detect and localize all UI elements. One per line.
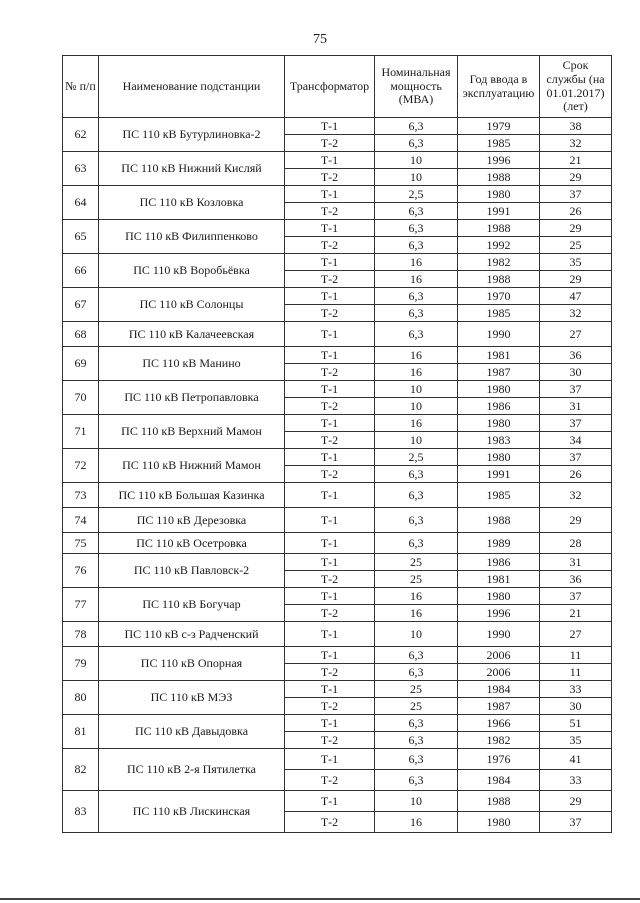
- table-row: [63, 220, 612, 237]
- row-number: 64: [63, 186, 99, 220]
- year-cell: 1992: [458, 237, 540, 254]
- row-number: 65: [63, 220, 99, 254]
- life-cell: 32: [540, 483, 612, 508]
- substation-name: ПС 110 кВ Давыдовка: [99, 715, 285, 749]
- substation-name: ПС 110 кВ 2-я Пятилетка: [99, 749, 285, 791]
- life-cell: 28: [540, 533, 612, 554]
- power-cell: 6,3: [375, 647, 458, 664]
- life-cell: 37: [540, 449, 612, 466]
- power-cell: 10: [375, 791, 458, 812]
- year-cell: 1980: [458, 812, 540, 833]
- substation-name: ПС 110 кВ Лискинская: [99, 791, 285, 833]
- substation-name: ПС 110 кВ Бутурлиновка-2: [99, 118, 285, 152]
- substation-name: ПС 110 кВ Большая Казинка: [99, 483, 285, 508]
- life-cell: 37: [540, 588, 612, 605]
- table-row: [63, 715, 612, 732]
- year-cell: 2006: [458, 647, 540, 664]
- life-cell: 36: [540, 347, 612, 364]
- power-cell: 10: [375, 432, 458, 449]
- power-cell: 10: [375, 381, 458, 398]
- substation-name: ПС 110 кВ Филиппенково: [99, 220, 285, 254]
- life-cell: 26: [540, 466, 612, 483]
- row-number: 62: [63, 118, 99, 152]
- row-number: 70: [63, 381, 99, 415]
- year-cell: 1990: [458, 622, 540, 647]
- power-cell: 6,3: [375, 118, 458, 135]
- transformer-cell: Т-1: [285, 749, 375, 770]
- transformer-cell: Т-1: [285, 647, 375, 664]
- year-cell: 1985: [458, 483, 540, 508]
- transformer-cell: Т-2: [285, 664, 375, 681]
- transformer-cell: Т-1: [285, 288, 375, 305]
- year-cell: 1985: [458, 305, 540, 322]
- life-cell: 29: [540, 791, 612, 812]
- life-cell: 34: [540, 432, 612, 449]
- power-cell: 25: [375, 698, 458, 715]
- power-cell: 6,3: [375, 483, 458, 508]
- transformer-cell: Т-2: [285, 398, 375, 415]
- transformer-cell: Т-2: [285, 135, 375, 152]
- row-number: 69: [63, 347, 99, 381]
- year-cell: 2006: [458, 664, 540, 681]
- transformer-cell: Т-2: [285, 732, 375, 749]
- page-number: 75: [313, 32, 327, 47]
- power-cell: 10: [375, 398, 458, 415]
- power-cell: 6,3: [375, 135, 458, 152]
- substation-name: ПС 110 кВ Воробьёвка: [99, 254, 285, 288]
- year-cell: 1984: [458, 770, 540, 791]
- table-row: [63, 588, 612, 605]
- power-cell: 6,3: [375, 237, 458, 254]
- life-cell: 11: [540, 647, 612, 664]
- transformer-cell: Т-1: [285, 254, 375, 271]
- header-name: Наименование подстанции: [99, 56, 285, 118]
- table-row: [63, 622, 612, 647]
- substation-name: ПС 110 кВ с-з Радченский: [99, 622, 285, 647]
- header-power: Номинальная мощность (МВА): [375, 56, 458, 118]
- life-cell: 38: [540, 118, 612, 135]
- power-cell: 16: [375, 415, 458, 432]
- substation-name: ПС 110 кВ Козловка: [99, 186, 285, 220]
- power-cell: 6,3: [375, 466, 458, 483]
- power-cell: 16: [375, 364, 458, 381]
- life-cell: 21: [540, 152, 612, 169]
- table-row: [63, 554, 612, 571]
- table-row: [63, 791, 612, 812]
- year-cell: 1982: [458, 732, 540, 749]
- row-number: 81: [63, 715, 99, 749]
- year-cell: 1981: [458, 347, 540, 364]
- substation-name: ПС 110 кВ Манино: [99, 347, 285, 381]
- transformer-cell: Т-2: [285, 698, 375, 715]
- table-row: [63, 647, 612, 664]
- life-cell: 26: [540, 203, 612, 220]
- year-cell: 1987: [458, 698, 540, 715]
- life-cell: 51: [540, 715, 612, 732]
- power-cell: 16: [375, 605, 458, 622]
- year-cell: 1996: [458, 605, 540, 622]
- life-cell: 25: [540, 237, 612, 254]
- life-cell: 41: [540, 749, 612, 770]
- table-row: [63, 749, 612, 770]
- transformer-cell: Т-2: [285, 770, 375, 791]
- power-cell: 16: [375, 271, 458, 288]
- power-cell: 6,3: [375, 533, 458, 554]
- header-life: Срок службы (на 01.01.2017) (лет): [540, 56, 612, 118]
- table-row: [63, 533, 612, 554]
- transformer-cell: Т-2: [285, 203, 375, 220]
- year-cell: 1980: [458, 588, 540, 605]
- table-row: [63, 288, 612, 305]
- year-cell: 1987: [458, 364, 540, 381]
- life-cell: 27: [540, 322, 612, 347]
- life-cell: 31: [540, 554, 612, 571]
- table-row: [63, 254, 612, 271]
- row-number: 72: [63, 449, 99, 483]
- row-number: 73: [63, 483, 99, 508]
- table-row: [63, 347, 612, 364]
- life-cell: 31: [540, 398, 612, 415]
- year-cell: 1989: [458, 533, 540, 554]
- row-number: 78: [63, 622, 99, 647]
- row-number: 82: [63, 749, 99, 791]
- power-cell: 2,5: [375, 449, 458, 466]
- table-row: [63, 118, 612, 135]
- transformer-cell: Т-2: [285, 271, 375, 288]
- transformer-cell: Т-1: [285, 533, 375, 554]
- header-transformer: Трансформатор: [285, 56, 375, 118]
- row-number: 83: [63, 791, 99, 833]
- year-cell: 1980: [458, 186, 540, 203]
- life-cell: 33: [540, 681, 612, 698]
- year-cell: 1980: [458, 415, 540, 432]
- substation-name: ПС 110 кВ Богучар: [99, 588, 285, 622]
- bottom-edge-line: [0, 898, 640, 900]
- life-cell: 29: [540, 169, 612, 186]
- power-cell: 16: [375, 812, 458, 833]
- power-cell: 10: [375, 152, 458, 169]
- substation-name: ПС 110 кВ Дерезовка: [99, 508, 285, 533]
- transformer-cell: Т-2: [285, 169, 375, 186]
- table-header-row: [63, 56, 612, 118]
- row-number: 67: [63, 288, 99, 322]
- year-cell: 1980: [458, 449, 540, 466]
- life-cell: 30: [540, 698, 612, 715]
- transformer-cell: Т-1: [285, 508, 375, 533]
- substation-name: ПС 110 кВ Нижний Кисляй: [99, 152, 285, 186]
- table-row: [63, 415, 612, 432]
- year-cell: 1996: [458, 152, 540, 169]
- transformer-cell: Т-1: [285, 554, 375, 571]
- substation-name: ПС 110 кВ Павловск-2: [99, 554, 285, 588]
- transformer-cell: Т-2: [285, 812, 375, 833]
- power-cell: 25: [375, 681, 458, 698]
- power-cell: 6,3: [375, 508, 458, 533]
- header-num: № п/п: [63, 56, 99, 118]
- life-cell: 35: [540, 732, 612, 749]
- year-cell: 1986: [458, 398, 540, 415]
- year-cell: 1980: [458, 381, 540, 398]
- year-cell: 1984: [458, 681, 540, 698]
- power-cell: 10: [375, 169, 458, 186]
- transformer-cell: Т-1: [285, 152, 375, 169]
- row-number: 79: [63, 647, 99, 681]
- year-cell: 1988: [458, 220, 540, 237]
- life-cell: 11: [540, 664, 612, 681]
- power-cell: 6,3: [375, 749, 458, 770]
- table-row: [63, 322, 612, 347]
- table-body: [63, 118, 612, 833]
- transformer-cell: Т-2: [285, 605, 375, 622]
- life-cell: 37: [540, 812, 612, 833]
- power-cell: 6,3: [375, 220, 458, 237]
- transformer-cell: Т-1: [285, 791, 375, 812]
- life-cell: 35: [540, 254, 612, 271]
- transformer-cell: Т-1: [285, 347, 375, 364]
- table-row: [63, 508, 612, 533]
- table-row: [63, 152, 612, 169]
- power-cell: 6,3: [375, 203, 458, 220]
- power-cell: 6,3: [375, 288, 458, 305]
- substation-name: ПС 110 кВ Калачеевская: [99, 322, 285, 347]
- life-cell: 37: [540, 415, 612, 432]
- power-cell: 6,3: [375, 322, 458, 347]
- transformer-cell: Т-2: [285, 466, 375, 483]
- year-cell: 1988: [458, 271, 540, 288]
- power-cell: 25: [375, 571, 458, 588]
- year-cell: 1988: [458, 508, 540, 533]
- life-cell: 29: [540, 220, 612, 237]
- table-row: [63, 381, 612, 398]
- year-cell: 1979: [458, 118, 540, 135]
- transformer-cell: Т-1: [285, 415, 375, 432]
- row-number: 66: [63, 254, 99, 288]
- power-cell: 10: [375, 622, 458, 647]
- substation-name: ПС 110 кВ Солонцы: [99, 288, 285, 322]
- year-cell: 1991: [458, 203, 540, 220]
- transformer-cell: Т-1: [285, 322, 375, 347]
- transformer-cell: Т-1: [285, 588, 375, 605]
- power-cell: 16: [375, 254, 458, 271]
- year-cell: 1986: [458, 554, 540, 571]
- power-cell: 6,3: [375, 732, 458, 749]
- substation-table: [62, 55, 612, 833]
- life-cell: 29: [540, 508, 612, 533]
- row-number: 71: [63, 415, 99, 449]
- power-cell: 25: [375, 554, 458, 571]
- life-cell: 37: [540, 186, 612, 203]
- life-cell: 32: [540, 305, 612, 322]
- substation-name: ПС 110 кВ Верхний Мамон: [99, 415, 285, 449]
- year-cell: 1991: [458, 466, 540, 483]
- life-cell: 37: [540, 381, 612, 398]
- transformer-cell: Т-1: [285, 622, 375, 647]
- year-cell: 1988: [458, 791, 540, 812]
- life-cell: 47: [540, 288, 612, 305]
- row-number: 76: [63, 554, 99, 588]
- row-number: 74: [63, 508, 99, 533]
- year-cell: 1976: [458, 749, 540, 770]
- year-cell: 1970: [458, 288, 540, 305]
- transformer-cell: Т-1: [285, 681, 375, 698]
- transformer-cell: Т-2: [285, 432, 375, 449]
- substation-name: ПС 110 кВ Петропавловка: [99, 381, 285, 415]
- row-number: 75: [63, 533, 99, 554]
- transformer-cell: Т-1: [285, 186, 375, 203]
- substation-name: ПС 110 кВ Осетровка: [99, 533, 285, 554]
- life-cell: 29: [540, 271, 612, 288]
- row-number: 63: [63, 152, 99, 186]
- transformer-cell: Т-2: [285, 237, 375, 254]
- life-cell: 27: [540, 622, 612, 647]
- power-cell: 16: [375, 347, 458, 364]
- substation-name: ПС 110 кВ Нижний Мамон: [99, 449, 285, 483]
- table-row: [63, 449, 612, 466]
- life-cell: 32: [540, 135, 612, 152]
- table-row: [63, 483, 612, 508]
- year-cell: 1988: [458, 169, 540, 186]
- year-cell: 1981: [458, 571, 540, 588]
- power-cell: 6,3: [375, 664, 458, 681]
- transformer-cell: Т-1: [285, 220, 375, 237]
- table-row: [63, 186, 612, 203]
- table-row: [63, 681, 612, 698]
- year-cell: 1990: [458, 322, 540, 347]
- life-cell: 36: [540, 571, 612, 588]
- row-number: 77: [63, 588, 99, 622]
- substation-name: ПС 110 кВ МЭЗ: [99, 681, 285, 715]
- transformer-cell: Т-1: [285, 381, 375, 398]
- transformer-cell: Т-2: [285, 571, 375, 588]
- transformer-cell: Т-1: [285, 483, 375, 508]
- year-cell: 1966: [458, 715, 540, 732]
- transformer-cell: Т-2: [285, 364, 375, 381]
- power-cell: 2,5: [375, 186, 458, 203]
- header-year: Год ввода в эксплуатацию: [458, 56, 540, 118]
- transformer-cell: Т-1: [285, 449, 375, 466]
- power-cell: 6,3: [375, 305, 458, 322]
- transformer-cell: Т-1: [285, 715, 375, 732]
- power-cell: 6,3: [375, 770, 458, 791]
- row-number: 80: [63, 681, 99, 715]
- transformer-cell: Т-1: [285, 118, 375, 135]
- life-cell: 30: [540, 364, 612, 381]
- year-cell: 1985: [458, 135, 540, 152]
- year-cell: 1983: [458, 432, 540, 449]
- substation-name: ПС 110 кВ Опорная: [99, 647, 285, 681]
- transformer-cell: Т-2: [285, 305, 375, 322]
- power-cell: 6,3: [375, 715, 458, 732]
- life-cell: 33: [540, 770, 612, 791]
- power-cell: 16: [375, 588, 458, 605]
- row-number: 68: [63, 322, 99, 347]
- year-cell: 1982: [458, 254, 540, 271]
- life-cell: 21: [540, 605, 612, 622]
